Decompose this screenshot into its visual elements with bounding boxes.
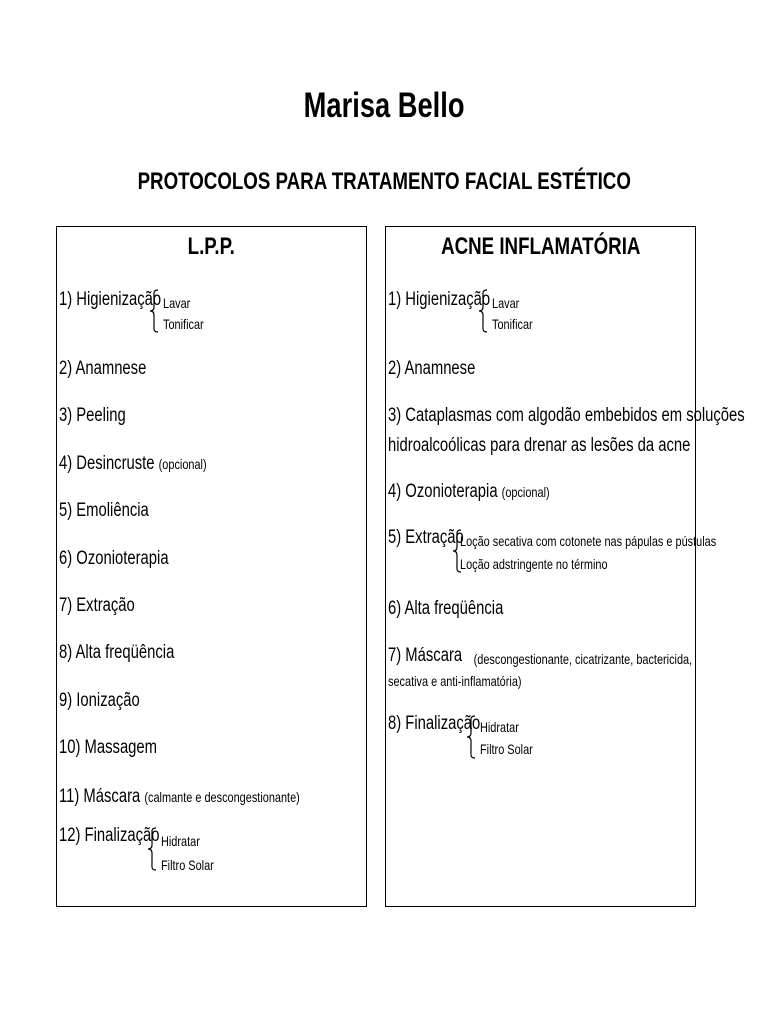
lpp-step-extracao: 7) Extração — [59, 595, 135, 616]
acne-mascara-note-continued: secativa e anti-inflamatória) — [388, 673, 522, 689]
acne-finalizacao-option: Hidratar — [480, 719, 519, 735]
mascara-note: (descongestionante, cicatrizante, bactericida, — [473, 651, 692, 667]
acne-step-higienizacao: 1) Higienização Lavar Tonificar — [388, 289, 533, 332]
acne-higienizacao-option: Lavar — [492, 295, 520, 311]
acne-finalizacao-option: Filtro Solar — [480, 741, 533, 757]
acne-step-anamnese: 2) Anamnese — [388, 358, 476, 379]
acne-step-alta-frequencia: 6) Alta freqüência — [388, 598, 504, 619]
acne-step-ozonioterapia: 4) Ozonioterapia (opcional) — [388, 481, 550, 502]
lpp-higienizacao-option: Lavar — [163, 295, 191, 311]
lpp-step-higienizacao: 1) Higienização Lavar Tonificar — [59, 289, 204, 332]
acne-step-mascara — [388, 645, 692, 667]
lpp-step-desincruste: 4) Desincruste (opcional) — [59, 453, 207, 474]
optional-note: (opcional) — [501, 484, 550, 500]
lpp-step-ozonioterapia: 6) Ozonioterapia — [59, 548, 169, 569]
left-curly-brace-icon — [478, 289, 488, 333]
lpp-higienizacao-option: Tonificar — [163, 316, 204, 332]
lpp-step-massagem: 10) Massagem — [59, 737, 158, 758]
lpp-step-alta-frequencia: 8) Alta freqüência — [59, 642, 175, 663]
lpp-step-finalizacao: 12) Finalização Hidratar Filtro Solar — [59, 825, 214, 873]
lpp-step-mascara: 11) Máscara (calmante e descongestionante) — [59, 786, 300, 807]
lpp-finalizacao-option: Hidratar — [161, 833, 200, 849]
lpp-step-anamnese: 2) Anamnese — [59, 358, 147, 379]
acne-step-finalizacao: 8) Finalização Hidratar Filtro Solar — [388, 713, 533, 757]
lpp-heading: L.P.P. — [187, 233, 236, 260]
lpp-protocol-box — [56, 226, 367, 907]
mascara-note: (calmante e descongestionante) — [144, 789, 300, 805]
acne-extracao-option: Loção adstringente no término — [460, 556, 608, 572]
author-title: Marisa Bello — [303, 86, 465, 125]
lpp-step-emoliencia: 5) Emoliência — [59, 500, 149, 521]
left-curly-brace-icon — [149, 289, 159, 333]
optional-note: (opcional) — [158, 456, 207, 472]
acne-protocol-box — [385, 226, 745, 907]
document-subtitle: PROTOCOLOS PARA TRATAMENTO FACIAL ESTÉTICO — [137, 168, 631, 195]
left-curly-brace-icon — [147, 827, 157, 871]
acne-heading: ACNE INFLAMATÓRIA — [440, 233, 641, 260]
left-curly-brace-icon — [466, 715, 476, 759]
acne-higienizacao-option: Tonificar — [492, 316, 533, 332]
lpp-step-ionizacao: 9) Ionização — [59, 690, 140, 711]
mascara-label: 7) Máscara — [388, 645, 463, 666]
acne-step-cataplasmas: 3) Cataplasmas com algodão embebidos em soluções hidroalcoólicas para drenar as lesões da acne — [388, 405, 745, 456]
lpp-finalizacao-option: Filtro Solar — [161, 857, 214, 873]
acne-extracao-option: Loção secativa com cotonete nas pápulas e pústulas — [460, 533, 717, 549]
lpp-step-peeling: 3) Peeling — [59, 405, 126, 426]
acne-step-extracao: 5) Extração Loção secativa com cotonete nas pápulas e pústulas Loção adstringente no término — [388, 527, 717, 572]
